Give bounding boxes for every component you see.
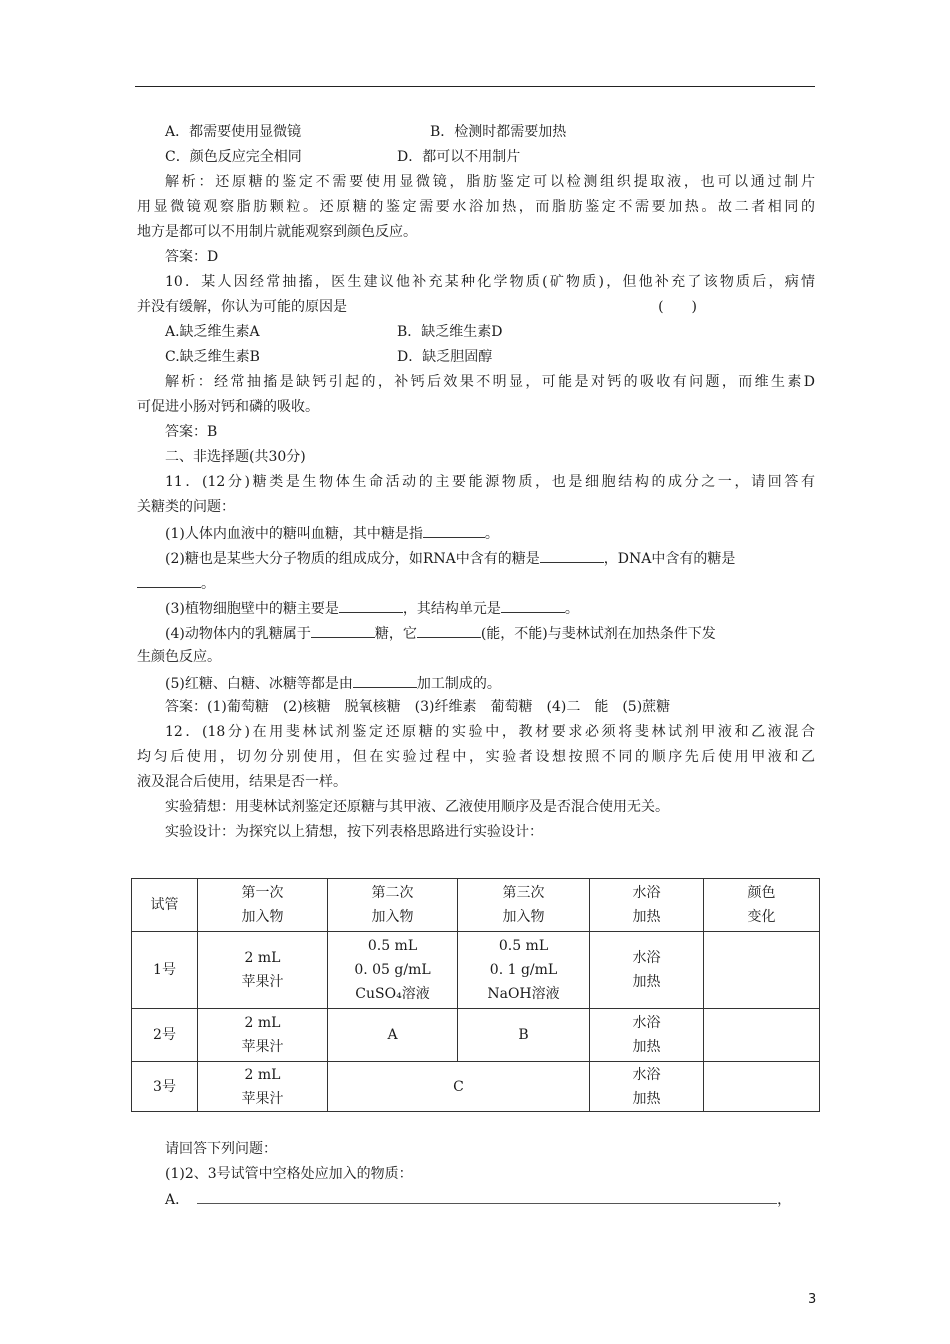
experiment-table bbox=[131, 878, 820, 1112]
q11-part-3 bbox=[137, 595, 815, 620]
q11-part-2 bbox=[137, 545, 815, 570]
q11-part-text: (能，不能)与斐林试剂在加热条件下发 bbox=[480, 626, 716, 642]
q11-part-text: ，其结构单元是 bbox=[402, 601, 501, 617]
header-rule bbox=[135, 86, 815, 87]
fill-blank[interactable] bbox=[339, 595, 403, 613]
q10-options-ab bbox=[137, 320, 815, 345]
table-cell: 2 mL 苹果汁 bbox=[198, 1009, 328, 1062]
fill-blank[interactable] bbox=[540, 545, 604, 563]
q10-option-a: A.缺乏维生素A bbox=[165, 324, 260, 340]
questions-section bbox=[137, 1137, 815, 1212]
q11-part-text: 。 bbox=[201, 576, 215, 592]
sub-question-1: (1)2、3号试管中空格处应加入的物质： bbox=[165, 1166, 413, 1182]
q10-analysis-line: 可促进小肠对钙和磷的吸收。 bbox=[137, 399, 319, 415]
q11-stem-line: 关糖类的问题： bbox=[137, 499, 235, 515]
q12-design: 实验设计：为探究以上猜想，按下列表格思路进行实验设计： bbox=[165, 824, 543, 840]
q12-stem-line: 均匀后使用，切勿分别使用，但在实验过程中，实验者设想按照不同的顺序先后使用甲液和乙 bbox=[137, 749, 815, 765]
q10-stem-text: 并没有缓解，你认为可能的原因是 bbox=[137, 299, 347, 315]
fill-blank[interactable] bbox=[501, 595, 565, 613]
answer-bracket: ( ) bbox=[658, 299, 697, 315]
fill-blank[interactable] bbox=[137, 570, 201, 588]
q11-part-text: (3)植物细胞壁中的糖主要是 bbox=[165, 601, 339, 617]
q11-part-1 bbox=[137, 520, 815, 545]
q10-option-b: B．缺乏维生素D bbox=[397, 324, 503, 340]
answer-line-a bbox=[137, 1187, 815, 1212]
table-cell: 0.5 mL 0. 1 g/mL NaOH溶液 bbox=[458, 932, 590, 1009]
q10-answer: 答案：B bbox=[165, 424, 218, 440]
header-water-bath: 水浴 加热 bbox=[590, 879, 704, 932]
q11-part-text: 。 bbox=[484, 526, 499, 542]
q10-option-d: D．缺乏胆固醇 bbox=[397, 349, 493, 365]
table-cell: A bbox=[328, 1009, 458, 1062]
q11-part-5 bbox=[137, 670, 815, 695]
q11-part-text: 。 bbox=[564, 601, 579, 617]
fill-blank[interactable] bbox=[353, 670, 417, 688]
q9-option-b: B．检测时都需要加热 bbox=[430, 124, 567, 140]
section-heading: 二、非选择题(共30分) bbox=[165, 449, 306, 465]
q11-part-text: 糖，它 bbox=[374, 626, 417, 642]
q9-analysis-line: 地方是都可以不用制片就能观察到颜色反应。 bbox=[137, 224, 417, 240]
header-third-addition: 第三次 加入物 bbox=[458, 879, 590, 932]
table-cell: C bbox=[328, 1062, 590, 1112]
table-header-row bbox=[132, 879, 820, 932]
q10-option-c: C.缺乏维生素B bbox=[165, 349, 260, 365]
q9-analysis-line: 解析：还原糖的鉴定不需要使用显微镜，脂肪鉴定可以检测组织提取液，也可以通过制片 bbox=[165, 174, 815, 190]
q10-analysis-line: 解析：经常抽搐是缺钙引起的，补钙后效果不明显，可能是对钙的吸收有问题，而维生素D bbox=[165, 374, 815, 390]
q11-part-text: (4)动物体内的乳糖属于 bbox=[165, 626, 311, 642]
fill-blank[interactable] bbox=[311, 620, 375, 638]
q11-part-text: (2)糖也是某些大分子物质的组成成分，如RNA中含有的糖是 bbox=[165, 551, 540, 567]
q9-options-ab bbox=[137, 120, 815, 145]
q11-part-4-cont: 生颜色反应。 bbox=[137, 649, 221, 665]
table-cell: 2 mL 苹果汁 bbox=[198, 1062, 328, 1112]
document-body bbox=[137, 120, 815, 845]
table-cell: 2 mL 苹果汁 bbox=[198, 932, 328, 1009]
table-row bbox=[132, 1009, 820, 1062]
table-row bbox=[132, 932, 820, 1009]
table-cell: 0.5 mL 0. 05 g/mL CuSO₄溶液 bbox=[328, 932, 458, 1009]
header-second-addition: 第二次 加入物 bbox=[328, 879, 458, 932]
header-tube: 试管 bbox=[132, 879, 198, 932]
q12-stem-line: 12．(18分)在用斐林试剂鉴定还原糖的实验中，教材要求必须将斐林试剂甲液和乙液混合 bbox=[165, 724, 815, 740]
q12-stem-line: 液及混合后使用，结果是否一样。 bbox=[137, 774, 347, 790]
q11-stem-line: 11．(12分)糖类是生物体生命活动的主要能源物质，也是细胞结构的成分之一，请回答有 bbox=[165, 474, 815, 490]
tube-cell: 2号 bbox=[132, 1009, 198, 1062]
q9-option-d: D．都可以不用制片 bbox=[397, 149, 521, 165]
q10-stem-line: 10．某人因经常抽搐，医生建议他补充某种化学物质(矿物质)，但他补充了该物质后，病情 bbox=[165, 274, 815, 290]
q11-part-4 bbox=[137, 620, 815, 645]
fill-blank[interactable] bbox=[417, 620, 481, 638]
fill-blank[interactable] bbox=[423, 520, 485, 538]
answer-label: A． bbox=[165, 1192, 190, 1208]
page-number: 3 bbox=[808, 1292, 817, 1307]
q9-options-cd bbox=[137, 145, 815, 170]
table-row bbox=[132, 1062, 820, 1112]
q10-stem-line bbox=[137, 295, 815, 320]
q11-part-text: 加工制成的。 bbox=[416, 676, 501, 692]
q10-options-cd bbox=[137, 345, 815, 370]
tube-cell: 1号 bbox=[132, 932, 198, 1009]
color-change-cell bbox=[704, 932, 820, 1009]
q11-part-text: (5)红糖、白糖、冰糖等都是由 bbox=[165, 676, 353, 692]
q9-answer: 答案：D bbox=[165, 249, 219, 265]
q11-answer: 答案：(1)葡萄糖 (2)核糖 脱氧核糖 (3)纤维素 葡萄糖 (4)二 能 (5)蔗糖 bbox=[165, 699, 671, 715]
q11-part-text: ，DNA中含有的糖是 bbox=[603, 551, 736, 567]
q11-part-2-cont bbox=[137, 570, 815, 595]
q9-option-a: A．都需要使用显微镜 bbox=[165, 124, 302, 140]
color-change-cell bbox=[704, 1009, 820, 1062]
q9-analysis-line: 用显微镜观察脂肪颗粒。还原糖的鉴定需要水浴加热，而脂肪鉴定不需要加热。故二者相同的 bbox=[137, 199, 815, 215]
tube-cell: 3号 bbox=[132, 1062, 198, 1112]
table-cell: 水浴 加热 bbox=[590, 1062, 704, 1112]
header-first-addition: 第一次 加入物 bbox=[198, 879, 328, 932]
q9-option-c: C．颜色反应完全相同 bbox=[165, 149, 302, 165]
table-cell: 水浴 加热 bbox=[590, 1009, 704, 1062]
answer-blank[interactable] bbox=[197, 1187, 777, 1204]
table-cell: 水浴 加热 bbox=[590, 932, 704, 1009]
header-color-change: 颜色 变化 bbox=[704, 879, 820, 932]
table-cell: B bbox=[458, 1009, 590, 1062]
q11-part-text: (1)人体内血液中的糖叫血糖，其中糖是指 bbox=[165, 526, 423, 542]
answer-end: ， bbox=[777, 1192, 792, 1208]
color-change-cell bbox=[704, 1062, 820, 1112]
q12-hypothesis: 实验猜想：用斐林试剂鉴定还原糖与其甲液、乙液使用顺序及是否混合使用无关。 bbox=[165, 799, 669, 815]
answer-prompt: 请回答下列问题： bbox=[165, 1141, 277, 1157]
